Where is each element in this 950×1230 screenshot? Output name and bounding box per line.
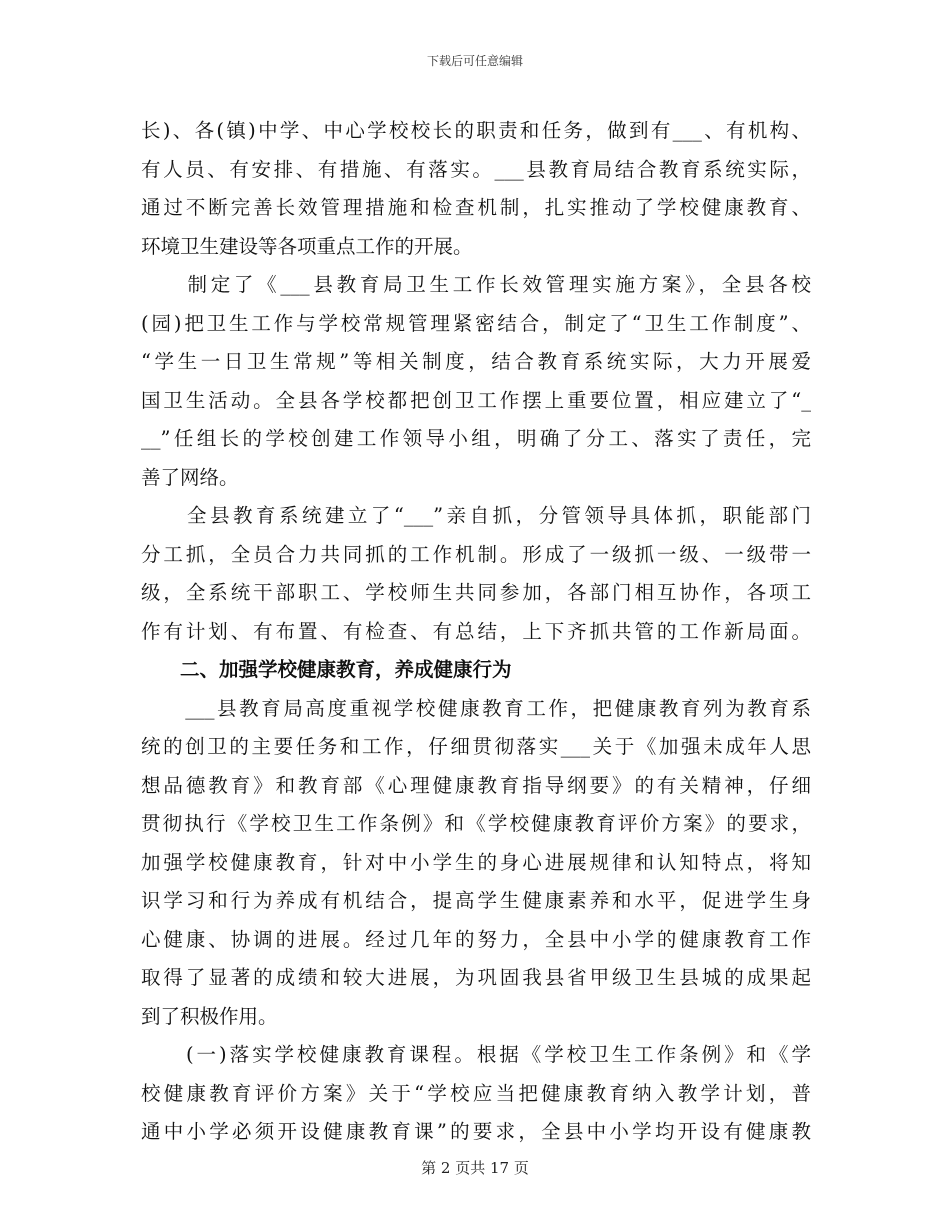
text-line: 校健康教育评价方案》关于“学校应当把健康教育纳入教学计划，普: [141, 1081, 811, 1105]
page-header: 下载后可任意编辑: [426, 54, 523, 68]
text-line: 长)、各(镇)中学、中心学校校长的职责和任务，做到有___、有机构、: [141, 119, 811, 142]
text-line: __”任组长的学校创建工作领导小组，明确了分工、落实了责任，完: [141, 427, 811, 450]
document-body: [141, 112, 811, 1152]
text-line: “学生一日卫生常规”等相关制度，结合教育系统实际，大力开展爱: [141, 350, 811, 373]
text-line: 级，全系统干部职工、学校师生共同参加，各部门相互协作，各项工: [141, 581, 811, 604]
text-line: 制定了《___县教育局卫生工作长效管理实施方案》，全县各校: [141, 273, 811, 296]
section-heading: 二、加强学校健康教育，养成健康行为: [141, 658, 512, 681]
text-line: 作有计划、有布置、有检查、有总结，上下齐抓共管的工作新局面。: [141, 619, 811, 643]
text-line: (园)把卫生工作与学校常规管理紧密结合，制定了“卫生工作制度”、: [141, 311, 811, 335]
text-line: 识学习和行为养成有机结合，提高学生健康素养和水平，促进学生身: [141, 889, 811, 912]
text-line: 加强学校健康教育，针对中小学生的身心进展规律和认知特点，将知: [141, 850, 811, 874]
text-line: ___县教育局高度重视学校健康教育工作，把健康教育列为教育系: [141, 696, 811, 720]
text-line: 取得了显著的成绩和较大进展，为巩固我县省甲级卫生县城的成果起: [141, 966, 811, 989]
text-line: 到了积极作用。: [141, 1004, 278, 1028]
page-footer: 第 2 页共 17 页: [421, 1159, 529, 1177]
text-line: 善了网络。: [141, 465, 239, 489]
text-line: 心健康、协调的进展。经过几年的努力，全县中小学的健康教育工作: [141, 927, 811, 951]
text-line: 想品德教育》和教育部《心理健康教育指导纲要》的有关精神，仔细: [141, 773, 811, 797]
text-line: 国卫生活动。全县各学校都把创卫工作摆上重要位置，相应建立了“_: [141, 388, 811, 412]
text-line: 统的创卫的主要任务和工作，仔细贯彻落实___关于《加强未成年人思: [141, 735, 811, 758]
text-line: 通中小学必须开设健康教育课”的要求，全县中小学均开设有健康教: [141, 1120, 811, 1143]
text-line: 环境卫生建设等各项重点工作的开展。: [141, 234, 473, 258]
text-line: 贯彻执行《学校卫生工作条例》和《学校健康教育评价方案》的要求，: [141, 812, 811, 835]
text-line: (一)落实学校健康教育课程。根据《学校卫生工作条例》和《学: [141, 1043, 811, 1066]
text-line: 有人员、有安排、有措施、有落实。___县教育局结合教育系统实际，: [141, 157, 811, 181]
text-line: 全县教育系统建立了“___”亲自抓，分管领导具体抓，职能部门: [141, 504, 811, 527]
text-line: 通过不断完善长效管理措施和检查机制，扎实推动了学校健康教育、: [141, 196, 811, 219]
text-line: 分工抓，全员合力共同抓的工作机制。形成了一级抓一级、一级带一: [141, 542, 811, 566]
